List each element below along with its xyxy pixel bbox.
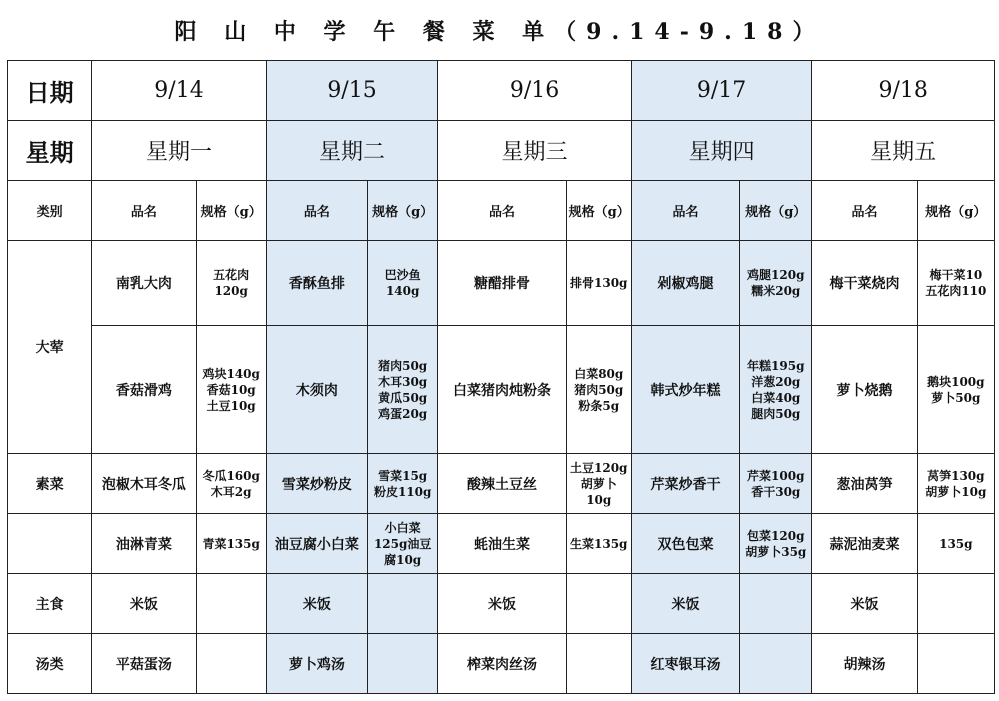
item-header: 品名 xyxy=(92,181,196,241)
dish-name: 蚝油生菜 xyxy=(438,514,566,574)
weekday-cell: 星期三 xyxy=(438,121,632,181)
menu-table xyxy=(7,60,995,694)
spec-line: 雪菜15g xyxy=(378,468,428,483)
spec-line: 白菜40g xyxy=(751,390,801,405)
spec-line: 五花肉 xyxy=(213,268,250,282)
spec-line: 猪肉50g xyxy=(574,382,624,397)
spec-line: 白菜80g xyxy=(574,366,624,381)
spec-line: 芹菜100g xyxy=(747,468,805,483)
spec-line: 胡萝卜10g xyxy=(925,484,987,499)
spec-line: 125g油豆 xyxy=(373,536,432,551)
dish-name: 木须肉 xyxy=(266,326,367,454)
dish-name: 蒜泥油麦菜 xyxy=(812,514,917,574)
spec-line: 粉条5g xyxy=(578,398,620,413)
item-header: 品名 xyxy=(266,181,367,241)
dish-spec xyxy=(566,454,631,514)
spec-header: 规格（g） xyxy=(368,181,438,241)
empty-spec xyxy=(917,634,994,694)
spec-line: 莴笋130g xyxy=(927,468,985,483)
dish-spec xyxy=(196,326,266,454)
spec-line: 120g xyxy=(214,284,248,298)
dish-name: 酸辣土豆丝 xyxy=(438,454,566,514)
dish-spec xyxy=(917,514,994,574)
weekday-cell: 星期二 xyxy=(266,121,438,181)
spec-header: 规格（g） xyxy=(740,181,812,241)
category-staple: 主食 xyxy=(8,574,92,634)
empty-spec xyxy=(566,634,631,694)
spec-line: 10g xyxy=(586,492,612,507)
soup-row xyxy=(8,634,995,694)
weekday-cell: 星期一 xyxy=(92,121,267,181)
spec-line: 胡萝卜 xyxy=(580,476,617,491)
empty-spec xyxy=(196,634,266,694)
spec-line: 年糕195g xyxy=(747,358,805,373)
spec-line: 鸡块140g xyxy=(202,366,260,381)
spec-line: 木耳2g xyxy=(210,484,252,499)
dish-spec xyxy=(368,326,438,454)
dish-name: 泡椒木耳冬瓜 xyxy=(92,454,196,514)
dish-name: 芹菜炒香干 xyxy=(631,454,739,514)
spec-line: 糯米20g xyxy=(751,284,801,298)
item-header: 品名 xyxy=(812,181,917,241)
category-header: 类别 xyxy=(8,181,92,241)
spec-line: 排骨130g xyxy=(570,276,628,290)
empty-spec xyxy=(196,574,266,634)
dish-name: 梅干菜烧肉 xyxy=(812,241,917,326)
soup-name: 萝卜鸡汤 xyxy=(266,634,367,694)
spec-line: 香干30g xyxy=(751,484,801,499)
empty-spec xyxy=(917,574,994,634)
spec-line: 包菜120g xyxy=(747,528,805,543)
weekday-label: 星期 xyxy=(8,121,92,181)
meat-row-2 xyxy=(8,326,995,454)
dish-spec xyxy=(566,514,631,574)
dish-spec xyxy=(740,326,812,454)
spec-line: 小白菜 xyxy=(384,520,421,535)
spec-line: 香菇10g xyxy=(206,382,256,397)
spec-line: 胡萝卜35g xyxy=(745,544,807,559)
dish-name: 香菇滑鸡 xyxy=(92,326,196,454)
spec-line: 猪肉50g xyxy=(378,358,428,373)
staple-name: 米饭 xyxy=(812,574,917,634)
dish-spec xyxy=(566,241,631,326)
veg-row-1 xyxy=(8,454,995,514)
spec-line: 鸡蛋20g xyxy=(378,406,428,421)
staple-name: 米饭 xyxy=(92,574,196,634)
date-cell: 9/17 xyxy=(631,61,812,121)
spec-line: 巴沙鱼 xyxy=(384,268,421,282)
staple-row xyxy=(8,574,995,634)
date-cell: 9/15 xyxy=(266,61,438,121)
dish-name: 韩式炒年糕 xyxy=(631,326,739,454)
category-empty xyxy=(8,514,92,574)
spec-line: 木耳30g xyxy=(378,374,428,389)
dish-name: 油豆腐小白菜 xyxy=(266,514,367,574)
weekday-row xyxy=(8,121,995,181)
dish-spec xyxy=(368,514,438,574)
spec-line: 135g xyxy=(939,536,973,551)
soup-name: 榨菜肉丝汤 xyxy=(438,634,566,694)
dish-spec xyxy=(740,514,812,574)
dish-spec xyxy=(196,514,266,574)
dish-spec xyxy=(917,326,994,454)
date-cell: 9/16 xyxy=(438,61,632,121)
dish-name: 南乳大肉 xyxy=(92,241,196,326)
spec-line: 黄瓜50g xyxy=(378,390,428,405)
staple-name: 米饭 xyxy=(631,574,739,634)
spec-line: 鸡腿120g xyxy=(747,268,805,282)
soup-name: 胡辣汤 xyxy=(812,634,917,694)
page-title: 阳 山 中 学 午 餐 菜 单（9.14-9.18） xyxy=(174,18,825,45)
date-cell: 9/14 xyxy=(92,61,267,121)
title-bar xyxy=(0,0,999,60)
empty-spec xyxy=(740,574,812,634)
spec-line: 洋葱20g xyxy=(751,374,801,389)
veg-row-2 xyxy=(8,514,995,574)
item-header: 品名 xyxy=(631,181,739,241)
spec-line: 土豆10g xyxy=(206,398,256,413)
dish-spec xyxy=(368,241,438,326)
dish-spec xyxy=(917,241,994,326)
dish-spec xyxy=(917,454,994,514)
dish-name: 双色包菜 xyxy=(631,514,739,574)
spec-line: 粉皮110g xyxy=(373,484,432,499)
soup-name: 红枣银耳汤 xyxy=(631,634,739,694)
dish-name: 白菜猪肉炖粉条 xyxy=(438,326,566,454)
dish-name: 油淋青菜 xyxy=(92,514,196,574)
spec-line: 鹅块100g xyxy=(927,374,985,389)
category-meat: 大荤 xyxy=(8,241,92,454)
spec-line: 青菜135g xyxy=(202,536,260,551)
dish-spec xyxy=(368,454,438,514)
spec-header: 规格（g） xyxy=(196,181,266,241)
dish-spec xyxy=(566,326,631,454)
spec-line: 土豆120g xyxy=(570,460,628,475)
empty-spec xyxy=(566,574,631,634)
date-row xyxy=(8,61,995,121)
dish-name: 香酥鱼排 xyxy=(266,241,367,326)
empty-spec xyxy=(368,634,438,694)
column-header-row xyxy=(8,181,995,241)
spec-header: 规格（g） xyxy=(917,181,994,241)
dish-spec xyxy=(740,241,812,326)
spec-line: 140g xyxy=(385,284,420,298)
spec-line: 五花肉110 xyxy=(925,284,987,298)
meat-row-1 xyxy=(8,241,995,326)
empty-spec xyxy=(740,634,812,694)
spec-line: 梅干菜10 xyxy=(929,268,983,282)
spec-line: 生菜135g xyxy=(570,536,628,551)
spec-line: 腿肉50g xyxy=(751,406,801,421)
staple-name: 米饭 xyxy=(438,574,566,634)
category-soup: 汤类 xyxy=(8,634,92,694)
weekday-cell: 星期四 xyxy=(631,121,812,181)
dish-name: 剁椒鸡腿 xyxy=(631,241,739,326)
item-header: 品名 xyxy=(438,181,566,241)
date-label: 日期 xyxy=(8,61,92,121)
date-cell: 9/18 xyxy=(812,61,995,121)
category-veg: 素菜 xyxy=(8,454,92,514)
dish-name: 糖醋排骨 xyxy=(438,241,566,326)
dish-name: 雪菜炒粉皮 xyxy=(266,454,367,514)
dish-spec xyxy=(740,454,812,514)
weekday-cell: 星期五 xyxy=(812,121,995,181)
spec-line: 冬瓜160g xyxy=(202,468,260,483)
dish-name: 葱油莴笋 xyxy=(812,454,917,514)
empty-spec xyxy=(368,574,438,634)
spec-line: 萝卜50g xyxy=(931,390,981,405)
dish-spec xyxy=(196,454,266,514)
dish-name: 萝卜烧鹅 xyxy=(812,326,917,454)
soup-name: 平菇蛋汤 xyxy=(92,634,196,694)
spec-header: 规格（g） xyxy=(566,181,631,241)
staple-name: 米饭 xyxy=(266,574,367,634)
spec-line: 腐10g xyxy=(384,552,422,567)
dish-spec xyxy=(196,241,266,326)
